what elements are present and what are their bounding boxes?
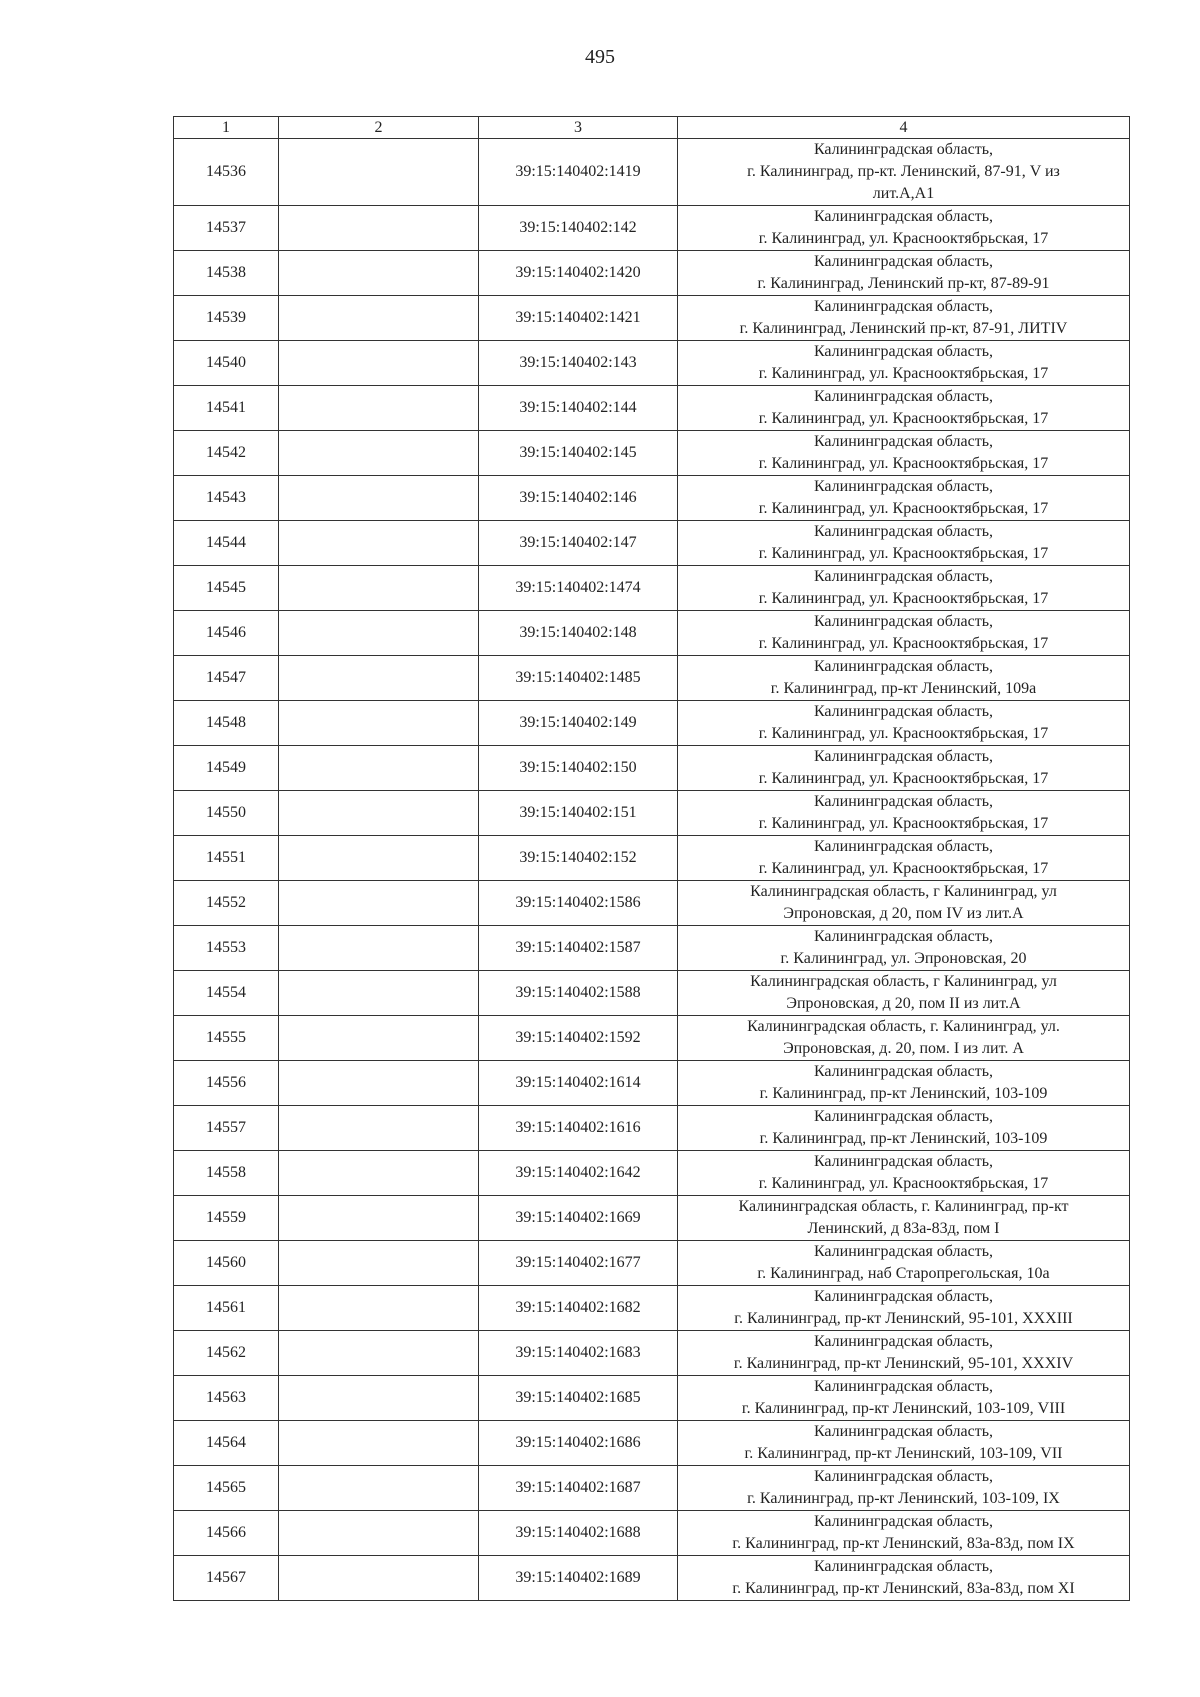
cadastral-number-cell: 39:15:140402:1614 — [479, 1061, 678, 1106]
empty-cell — [279, 139, 479, 206]
header-row — [174, 117, 1130, 139]
address-cell: Калининградская область, г Калининград, ул Эпроновская, д 20, пом II из лит.А — [678, 971, 1130, 1016]
cadastral-number-cell: 39:15:140402:1688 — [479, 1511, 678, 1556]
table-row — [174, 476, 1130, 521]
empty-cell — [279, 836, 479, 881]
table-row — [174, 521, 1130, 566]
cadastral-number-cell: 39:15:140402:1592 — [479, 1016, 678, 1061]
cadastral-number-cell: 39:15:140402:142 — [479, 206, 678, 251]
address-cell: Калининградская область, г. Калининград, пр-кт Ленинский, 103-109, VII — [678, 1421, 1130, 1466]
row-number-cell: 14546 — [174, 611, 279, 656]
address-cell: Калининградская область, г. Калининград, ул. Краснооктябрьская, 17 — [678, 341, 1130, 386]
table-row — [174, 139, 1130, 206]
table-row — [174, 836, 1130, 881]
table-row — [174, 926, 1130, 971]
cadastral-number-cell: 39:15:140402:1586 — [479, 881, 678, 926]
table-body — [174, 139, 1130, 1601]
table-row — [174, 746, 1130, 791]
address-cell: Калининградская область, г. Калининград, ул. Краснооктябрьская, 17 — [678, 566, 1130, 611]
table-row — [174, 386, 1130, 431]
row-number-cell: 14544 — [174, 521, 279, 566]
row-number-cell: 14537 — [174, 206, 279, 251]
empty-cell — [279, 791, 479, 836]
empty-cell — [279, 1331, 479, 1376]
empty-cell — [279, 1556, 479, 1601]
row-number-cell: 14567 — [174, 1556, 279, 1601]
row-number-cell: 14566 — [174, 1511, 279, 1556]
cadastral-number-cell: 39:15:140402:1685 — [479, 1376, 678, 1421]
empty-cell — [279, 1241, 479, 1286]
address-cell: Калининградская область, г. Калининград, ул. Краснооктябрьская, 17 — [678, 836, 1130, 881]
table-row — [174, 656, 1130, 701]
row-number-cell: 14565 — [174, 1466, 279, 1511]
address-cell: Калининградская область, г. Калининград, пр-кт. Ленинский, 87-91, V из лит.А,А1 — [678, 139, 1130, 206]
table-row — [174, 251, 1130, 296]
table-row — [174, 1466, 1130, 1511]
empty-cell — [279, 1016, 479, 1061]
row-number-cell: 14558 — [174, 1151, 279, 1196]
row-number-cell: 14553 — [174, 926, 279, 971]
empty-cell — [279, 611, 479, 656]
cadastral-number-cell: 39:15:140402:1587 — [479, 926, 678, 971]
row-number-cell: 14538 — [174, 251, 279, 296]
address-cell: Калининградская область, г. Калининград, Ленинский пр-кт, 87-89-91 — [678, 251, 1130, 296]
empty-cell — [279, 656, 479, 701]
empty-cell — [279, 1106, 479, 1151]
empty-cell — [279, 1376, 479, 1421]
empty-cell — [279, 386, 479, 431]
row-number-cell: 14557 — [174, 1106, 279, 1151]
cadastral-number-cell: 39:15:140402:143 — [479, 341, 678, 386]
cadastral-number-cell: 39:15:140402:1687 — [479, 1466, 678, 1511]
address-cell: Калининградская область, г. Калининград, пр-кт Ленинский, 103-109, VIII — [678, 1376, 1130, 1421]
cadastral-number-cell: 39:15:140402:149 — [479, 701, 678, 746]
table-row — [174, 1556, 1130, 1601]
empty-cell — [279, 1286, 479, 1331]
empty-cell — [279, 251, 479, 296]
row-number-cell: 14543 — [174, 476, 279, 521]
address-cell: Калининградская область, г. Калининград, ул. Краснооктябрьская, 17 — [678, 791, 1130, 836]
empty-cell — [279, 1061, 479, 1106]
cadastral-number-cell: 39:15:140402:147 — [479, 521, 678, 566]
table-row — [174, 1196, 1130, 1241]
table-row — [174, 1286, 1130, 1331]
address-cell: Калининградская область, г. Калининград, ул. Краснооктябрьская, 17 — [678, 476, 1130, 521]
table-row — [174, 971, 1130, 1016]
address-cell: Калининградская область, г. Калининград, наб Старопрегольская, 10а — [678, 1241, 1130, 1286]
address-cell: Калининградская область, г. Калининград, ул. Эпроновская, 20 — [678, 926, 1130, 971]
cadastral-number-cell: 39:15:140402:1420 — [479, 251, 678, 296]
row-number-cell: 14539 — [174, 296, 279, 341]
row-number-cell: 14554 — [174, 971, 279, 1016]
row-number-cell: 14562 — [174, 1331, 279, 1376]
address-cell: Калининградская область, г. Калининград, ул. Краснооктябрьская, 17 — [678, 386, 1130, 431]
address-cell: Калининградская область, г Калининград, ул Эпроновская, д 20, пом IV из лит.А — [678, 881, 1130, 926]
cadastral-number-cell: 39:15:140402:148 — [479, 611, 678, 656]
address-cell: Калининградская область, г. Калининград, пр-кт Ленинский, д 83а-83д, пом I — [678, 1196, 1130, 1241]
empty-cell — [279, 1511, 479, 1556]
address-cell: Калининградская область, г. Калининград, пр-кт Ленинский, 95-101, XXXIV — [678, 1331, 1130, 1376]
empty-cell — [279, 971, 479, 1016]
address-cell: Калининградская область, г. Калининград, пр-кт Ленинский, 83а-83д, пом IX — [678, 1511, 1130, 1556]
address-cell: Калининградская область, г. Калининград, ул. Эпроновская, д. 20, пом. I из лит. А — [678, 1016, 1130, 1061]
table-row — [174, 1106, 1130, 1151]
row-number-cell: 14541 — [174, 386, 279, 431]
address-cell: Калининградская область, г. Калининград, пр-кт Ленинский, 109а — [678, 656, 1130, 701]
table-row — [174, 566, 1130, 611]
row-number-cell: 14556 — [174, 1061, 279, 1106]
header-cell-4: 4 — [678, 117, 1130, 139]
cadastral-number-cell: 39:15:140402:1669 — [479, 1196, 678, 1241]
cadastral-number-cell: 39:15:140402:1682 — [479, 1286, 678, 1331]
empty-cell — [279, 926, 479, 971]
empty-cell — [279, 746, 479, 791]
page-number: 495 — [585, 46, 615, 68]
cadastral-number-cell: 39:15:140402:150 — [479, 746, 678, 791]
cadastral-number-cell: 39:15:140402:1419 — [479, 139, 678, 206]
address-cell: Калининградская область, г. Калининград, ул. Краснооктябрьская, 17 — [678, 611, 1130, 656]
address-cell: Калининградская область, г. Калининград, ул. Краснооктябрьская, 17 — [678, 431, 1130, 476]
row-number-cell: 14559 — [174, 1196, 279, 1241]
row-number-cell: 14540 — [174, 341, 279, 386]
address-cell: Калининградская область, г. Калининград, ул. Краснооктябрьская, 17 — [678, 746, 1130, 791]
address-cell: Калининградская область, г. Калининград, ул. Краснооктябрьская, 17 — [678, 701, 1130, 746]
address-cell: Калининградская область, г. Калининград, пр-кт Ленинский, 103-109 — [678, 1106, 1130, 1151]
address-cell: Калининградская область, г. Калининград, пр-кт Ленинский, 95-101, XXXIII — [678, 1286, 1130, 1331]
empty-cell — [279, 881, 479, 926]
row-number-cell: 14555 — [174, 1016, 279, 1061]
empty-cell — [279, 1466, 479, 1511]
cadastral-number-cell: 39:15:140402:152 — [479, 836, 678, 881]
row-number-cell: 14548 — [174, 701, 279, 746]
empty-cell — [279, 206, 479, 251]
cadastral-number-cell: 39:15:140402:151 — [479, 791, 678, 836]
empty-cell — [279, 1421, 479, 1466]
cadastral-number-cell: 39:15:140402:1689 — [479, 1556, 678, 1601]
empty-cell — [279, 701, 479, 746]
table-row — [174, 701, 1130, 746]
table-row — [174, 296, 1130, 341]
row-number-cell: 14545 — [174, 566, 279, 611]
empty-cell — [279, 296, 479, 341]
empty-cell — [279, 1151, 479, 1196]
cadastral-number-cell: 39:15:140402:1677 — [479, 1241, 678, 1286]
cadastral-number-cell: 39:15:140402:1642 — [479, 1151, 678, 1196]
table-row — [174, 431, 1130, 476]
cadastral-number-cell: 39:15:140402:1485 — [479, 656, 678, 701]
table-row — [174, 881, 1130, 926]
table-row — [174, 206, 1130, 251]
row-number-cell: 14549 — [174, 746, 279, 791]
row-number-cell: 14560 — [174, 1241, 279, 1286]
cadastral-number-cell: 39:15:140402:146 — [479, 476, 678, 521]
table-row — [174, 1016, 1130, 1061]
row-number-cell: 14542 — [174, 431, 279, 476]
address-cell: Калининградская область, г. Калининград, ул. Краснооктябрьская, 17 — [678, 521, 1130, 566]
table-row — [174, 791, 1130, 836]
empty-cell — [279, 431, 479, 476]
table-header — [174, 117, 1130, 139]
row-number-cell: 14550 — [174, 791, 279, 836]
row-number-cell: 14564 — [174, 1421, 279, 1466]
cadastral-number-cell: 39:15:140402:1588 — [479, 971, 678, 1016]
table-row — [174, 1151, 1130, 1196]
cadastral-number-cell: 39:15:140402:1474 — [479, 566, 678, 611]
table-row — [174, 1331, 1130, 1376]
header-cell-1: 1 — [174, 117, 279, 139]
table-row — [174, 1421, 1130, 1466]
cadastral-number-cell: 39:15:140402:1421 — [479, 296, 678, 341]
empty-cell — [279, 566, 479, 611]
table-row — [174, 1241, 1130, 1286]
table-row — [174, 341, 1130, 386]
table-row — [174, 1511, 1130, 1556]
cadastral-number-cell: 39:15:140402:1683 — [479, 1331, 678, 1376]
row-number-cell: 14552 — [174, 881, 279, 926]
address-cell: Калининградская область, г. Калининград, ул. Краснооктябрьская, 17 — [678, 1151, 1130, 1196]
address-cell: Калининградская область, г. Калининград, ул. Краснооктябрьская, 17 — [678, 206, 1130, 251]
row-number-cell: 14551 — [174, 836, 279, 881]
row-number-cell: 14547 — [174, 656, 279, 701]
address-cell: Калининградская область, г. Калининград, пр-кт Ленинский, 103-109, IX — [678, 1466, 1130, 1511]
table-row — [174, 611, 1130, 656]
empty-cell — [279, 476, 479, 521]
empty-cell — [279, 341, 479, 386]
empty-cell — [279, 521, 479, 566]
row-number-cell: 14536 — [174, 139, 279, 206]
empty-cell — [279, 1196, 479, 1241]
row-number-cell: 14563 — [174, 1376, 279, 1421]
cadastral-number-cell: 39:15:140402:1616 — [479, 1106, 678, 1151]
address-cell: Калининградская область, г. Калининград, пр-кт Ленинский, 103-109 — [678, 1061, 1130, 1106]
cadastral-number-cell: 39:15:140402:1686 — [479, 1421, 678, 1466]
table-row — [174, 1376, 1130, 1421]
address-cell: Калининградская область, г. Калининград, Ленинский пр-кт, 87-91, ЛИТIV — [678, 296, 1130, 341]
registry-table — [173, 116, 1130, 1601]
cadastral-number-cell: 39:15:140402:145 — [479, 431, 678, 476]
row-number-cell: 14561 — [174, 1286, 279, 1331]
table-row — [174, 1061, 1130, 1106]
cadastral-number-cell: 39:15:140402:144 — [479, 386, 678, 431]
header-cell-3: 3 — [479, 117, 678, 139]
address-cell: Калининградская область, г. Калининград, пр-кт Ленинский, 83а-83д, пом XI — [678, 1556, 1130, 1601]
header-cell-2: 2 — [279, 117, 479, 139]
